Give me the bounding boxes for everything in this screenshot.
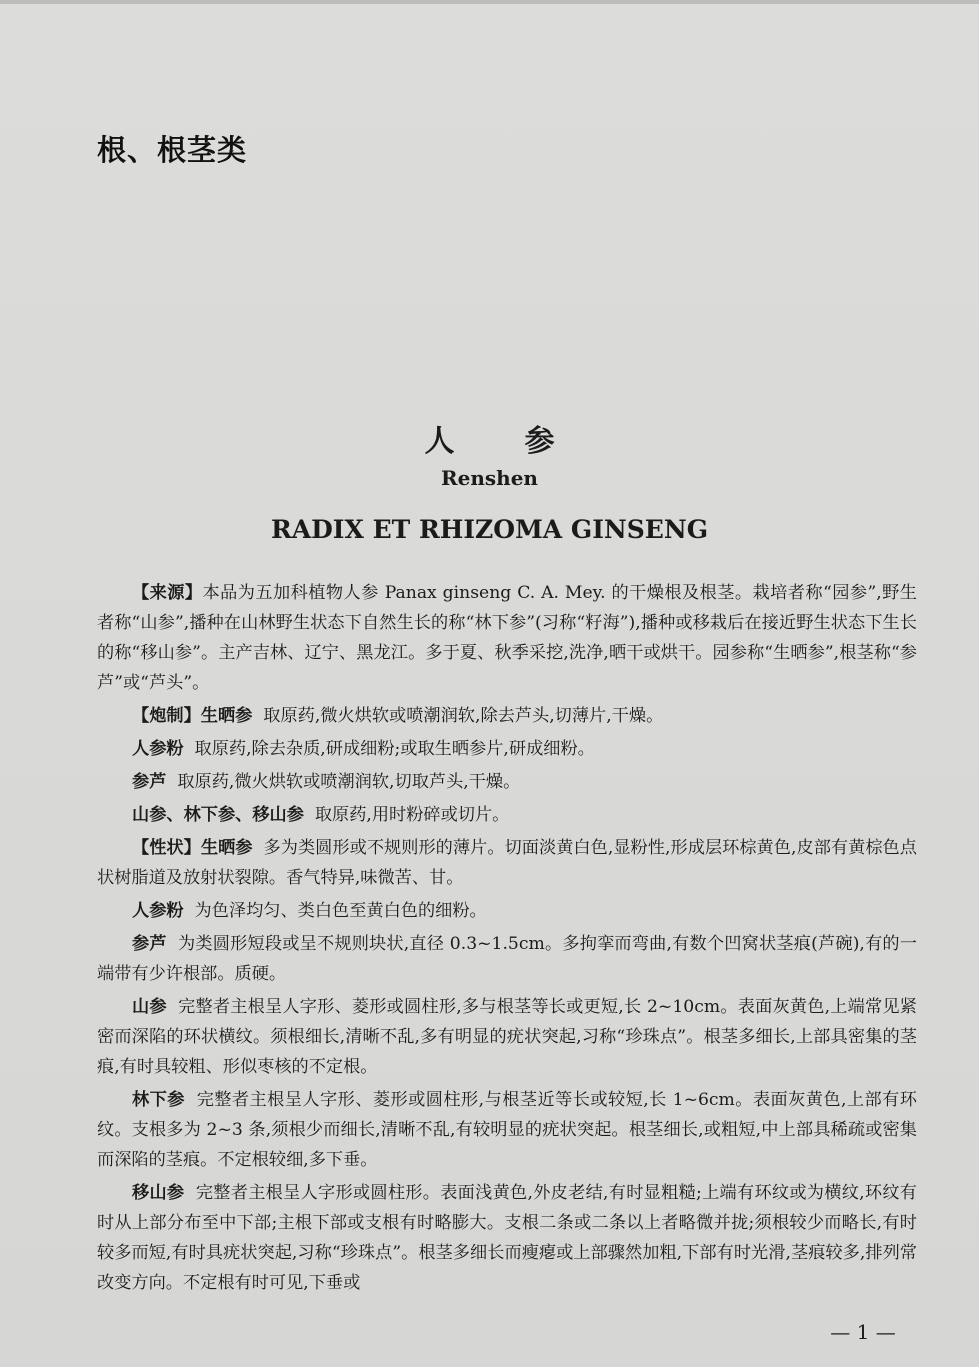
item-label: 生晒参 — [200, 838, 253, 858]
paragraph-item — [97, 1178, 917, 1298]
paragraph-processing — [97, 701, 917, 731]
paragraph-source — [97, 578, 917, 698]
section-head: 【炮制】 — [132, 706, 201, 726]
paragraph-item — [97, 800, 917, 830]
paragraph-text: 为色泽均匀、类白色至黄白色的细粉。 — [194, 901, 487, 921]
paragraph-item — [97, 734, 917, 764]
monograph-title-cn: 人参 — [424, 424, 625, 459]
paragraph-text: 完整者主根呈人字形或圆柱形。表面浅黄色,外皮老结,有时显粗糙;上端有环纹或为横纹,环纹有时从上部分布至中下部;主根下部或支根有时略膨大。支根二条或二条以上者略微并拢;须根较少而略长,有时较多而短,有时具疣状突起,习称“珍珠点”。根茎多细长而瘦瘪或上部骤然加粗,下部有时光滑,茎痕较多,排列常改变方向。不定根有时可见,下垂或 — [97, 1183, 917, 1293]
item-label: 林下参 — [132, 1090, 185, 1110]
paragraph-text: 本品为五加科植物人参 Panax ginseng C. A. Mey. 的干燥根及根茎。栽培者称“园参”,野生者称“山参”,播种在山林野生状态下自然生长的称“林下参”(习称“籽海”),播种或移栽后在接近野生状态下生长的称“移山参”。主产吉林、辽宁、黑龙江。多于夏、秋季采挖,洗净,晒干或烘干。园参称“生晒参”,根茎称“参芦”或“芦头”。 — [97, 583, 917, 693]
item-label: 山参、林下参、移山参 — [132, 805, 304, 825]
paragraph-item — [97, 929, 917, 989]
paragraph-item — [97, 896, 917, 926]
paragraph-text: 多为类圆形或不规则形的薄片。切面淡黄白色,显粉性,形成层环棕黄色,皮部有黄棕色点状树脂道及放射状裂隙。香气特异,味微苦、甘。 — [97, 838, 917, 888]
page-number: — 1 — — [830, 1320, 896, 1344]
item-label: 参芦 — [132, 772, 167, 792]
paragraph-item — [97, 767, 917, 797]
paragraph-item — [97, 1085, 917, 1175]
item-label: 人参粉 — [132, 901, 184, 921]
top-edge — [0, 0, 979, 4]
paragraph-characters — [97, 833, 917, 893]
paragraph-text: 为类圆形短段或呈不规则块状,直径 0.3~1.5cm。多拘挛而弯曲,有数个凹窝状茎痕(芦碗),有的一端带有少许根部。质硬。 — [97, 934, 917, 984]
item-label: 人参粉 — [132, 739, 184, 759]
section-head: 【来源】 — [132, 583, 203, 603]
monograph-body — [97, 578, 917, 1301]
item-label: 参芦 — [132, 934, 167, 954]
monograph-title-pinyin: Renshen — [441, 466, 538, 490]
item-label: 山参 — [132, 997, 167, 1017]
paragraph-text: 取原药,微火烘软或喷潮润软,除去芦头,切薄片,干燥。 — [263, 706, 664, 726]
paragraph-item — [97, 992, 917, 1082]
paragraph-text: 取原药,除去杂质,研成细粉;或取生晒参片,研成细粉。 — [194, 739, 595, 759]
monograph-title-latin: RADIX ET RHIZOMA GINSENG — [270, 515, 709, 544]
paragraph-text: 取原药,用时粉碎或切片。 — [314, 805, 510, 825]
paragraph-text: 完整者主根呈人字形、菱形或圆柱形,多与根茎等长或更短,长 2~10cm。表面灰黄色,上端常见紧密而深陷的环状横纹。须根细长,清晰不乱,多有明显的疣状突起,习称“珍珠点”。根茎多细长,上部具密集的茎痕,有时具较粗、形似枣核的不定根。 — [97, 997, 917, 1077]
chapter-title: 根、根茎类 — [97, 133, 248, 167]
paragraph-text: 取原药,微火烘软或喷潮润软,切取芦头,干燥。 — [177, 772, 521, 792]
item-label: 移山参 — [132, 1183, 185, 1203]
item-label: 生晒参 — [200, 706, 253, 726]
paragraph-text: 完整者主根呈人字形、菱形或圆柱形,与根茎近等长或较短,长 1~6cm。表面灰黄色,上部有环纹。支根多为 2~3 条,须根少而细长,清晰不乱,有较明显的疣状突起。根茎细长,或粗短,中上部具稀疏或密集而深陷的茎痕。不定根较细,多下垂。 — [97, 1090, 917, 1170]
section-head: 【性状】 — [132, 838, 201, 858]
